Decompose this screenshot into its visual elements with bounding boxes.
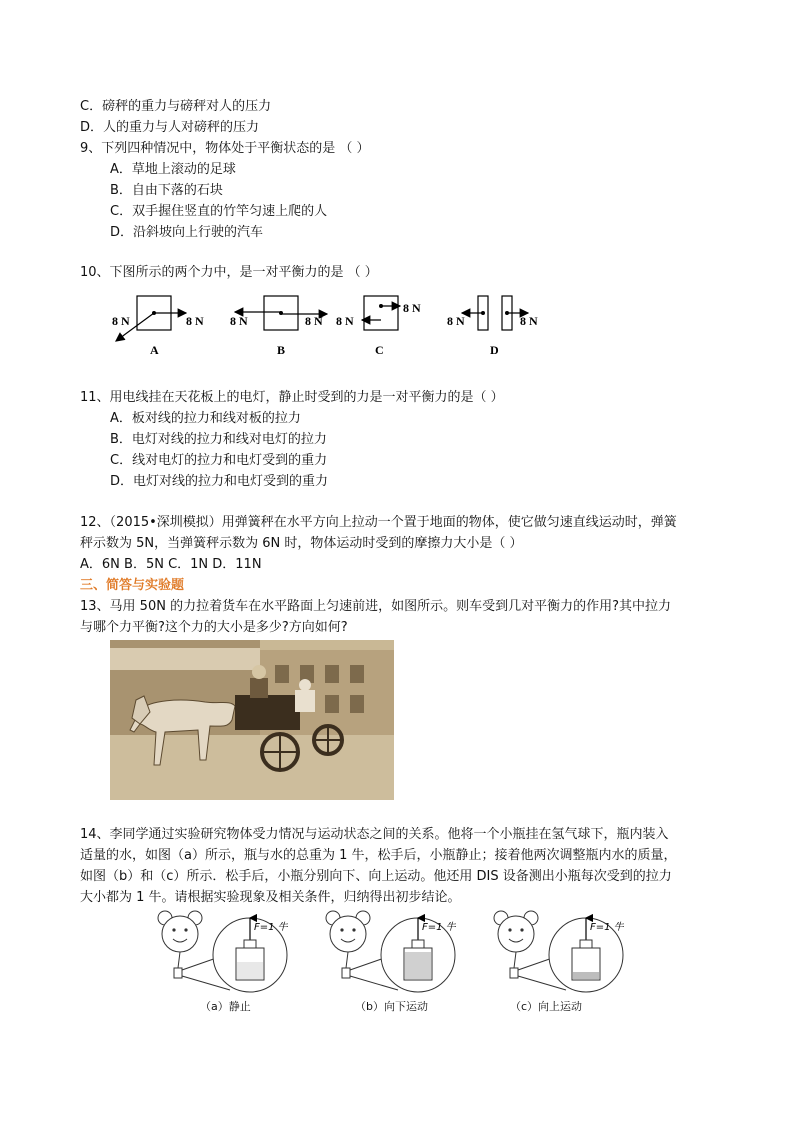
figure-a — [112, 296, 204, 357]
force-label-d-right: 8 N — [520, 314, 538, 328]
q14-line-2: 适量的水，如图（a）所示，瓶与水的总重为 1 牛，松手后，小瓶静止；接着他两次调整瓶内水的质量， — [80, 848, 677, 863]
balloon-setup-b — [326, 911, 457, 992]
q9-option-b: B．自由下落的石块 — [110, 183, 223, 198]
balloon-setup-c — [494, 911, 625, 992]
q10-stem: 10、下图所示的两个力中，是一对平衡力的是 （ ） — [80, 265, 378, 280]
force-text-c: F=1 牛 — [590, 922, 624, 933]
q10-force-diagrams — [100, 290, 560, 362]
q11-option-b: B．电灯对线的拉力和线对电灯的拉力 — [110, 432, 327, 447]
q9-option-d: D．沿斜坡向上行驶的汽车 — [110, 225, 264, 240]
caption-a: （a）静止 — [200, 1000, 251, 1013]
q9-stem: 9、下列四种情况中，物体处于平衡状态的是 （ ） — [80, 141, 370, 156]
figure-d-label: D — [490, 343, 499, 357]
figure-b-label: B — [277, 343, 286, 357]
q8-option-d: D．人的重力与人对磅秤的压力 — [80, 120, 260, 135]
q12-line-1: 12、（2015•深圳模拟）用弹簧秤在水平方向上拉动一个置于地面的物体，使它做匀速直线运动时，弹簧 — [80, 515, 677, 530]
q14-line-4: 大小都为 1 牛。请根据实验现象及相关条件，归纳得出初步结论。 — [80, 890, 461, 905]
caption-c: （c）向上运动 — [510, 1000, 583, 1013]
force-text-a: F=1 牛 — [254, 922, 288, 933]
force-label-b-right: 8 N — [305, 314, 323, 328]
q14-line-1: 14、李同学通过实验研究物体受力情况与运动状态之间的关系。他将一个小瓶挂在氢气球下，瓶内装入 — [80, 827, 669, 842]
force-label-c-left: 8 N — [336, 314, 354, 328]
q13-line-2: 与哪个力平衡?这个力的大小是多少?方向如何? — [80, 620, 348, 635]
figure-c-label: C — [375, 343, 384, 357]
force-text-b: F=1 牛 — [422, 922, 456, 933]
force-label-a-left: 8 N — [112, 314, 130, 328]
q9-option-a: A．草地上滚动的足球 — [110, 162, 236, 177]
q11-option-c: C．线对电灯的拉力和电灯受到的重力 — [110, 453, 328, 468]
q14-balloon-diagrams — [150, 910, 650, 995]
q12-line-2: 秤示数为 5N，当弹簧秤示数为 6N 时，物体运动时受到的摩擦力大小是（ ） — [80, 536, 523, 551]
q13-line-1: 13、马用 50N 的力拉着货车在水平路面上匀速前进，如图所示。则车受到几对平衡力的作用?其中拉力 — [80, 599, 671, 614]
q11-option-d: D．电灯对线的拉力和电灯受到的重力 — [110, 474, 329, 489]
force-label-b-left: 8 N — [230, 314, 248, 328]
force-label-c-right: 8 N — [403, 301, 421, 315]
figure-c — [336, 296, 421, 357]
q11-option-a: A．板对线的拉力和线对板的拉力 — [110, 411, 301, 426]
figure-d — [447, 296, 538, 357]
q9-option-c: C．双手握住竖直的竹竿匀速上爬的人 — [110, 204, 328, 219]
force-label-d-left: 8 N — [447, 314, 465, 328]
force-label-a-right: 8 N — [186, 314, 204, 328]
horse-cart-photo — [110, 640, 394, 800]
q14-line-3: 如图（b）和（c）所示．松手后，小瓶分别向下、向上运动。他还用 DIS 设备测出小瓶每次受到的拉力 — [80, 869, 672, 884]
q8-option-c: C．磅秤的重力与磅秤对人的压力 — [80, 99, 272, 114]
q12-options: A．6N B．5N C．1N D．11N — [80, 557, 262, 572]
caption-b: （b）向下运动 — [355, 1000, 428, 1013]
section-heading: 三、简答与实验题 — [80, 578, 185, 593]
q11-stem: 11、用电线挂在天花板上的电灯，静止时受到的力是一对平衡力的是（ ） — [80, 390, 504, 405]
balloon-setup-a — [158, 911, 289, 992]
figure-a-label: A — [150, 343, 159, 357]
figure-b — [230, 296, 327, 357]
